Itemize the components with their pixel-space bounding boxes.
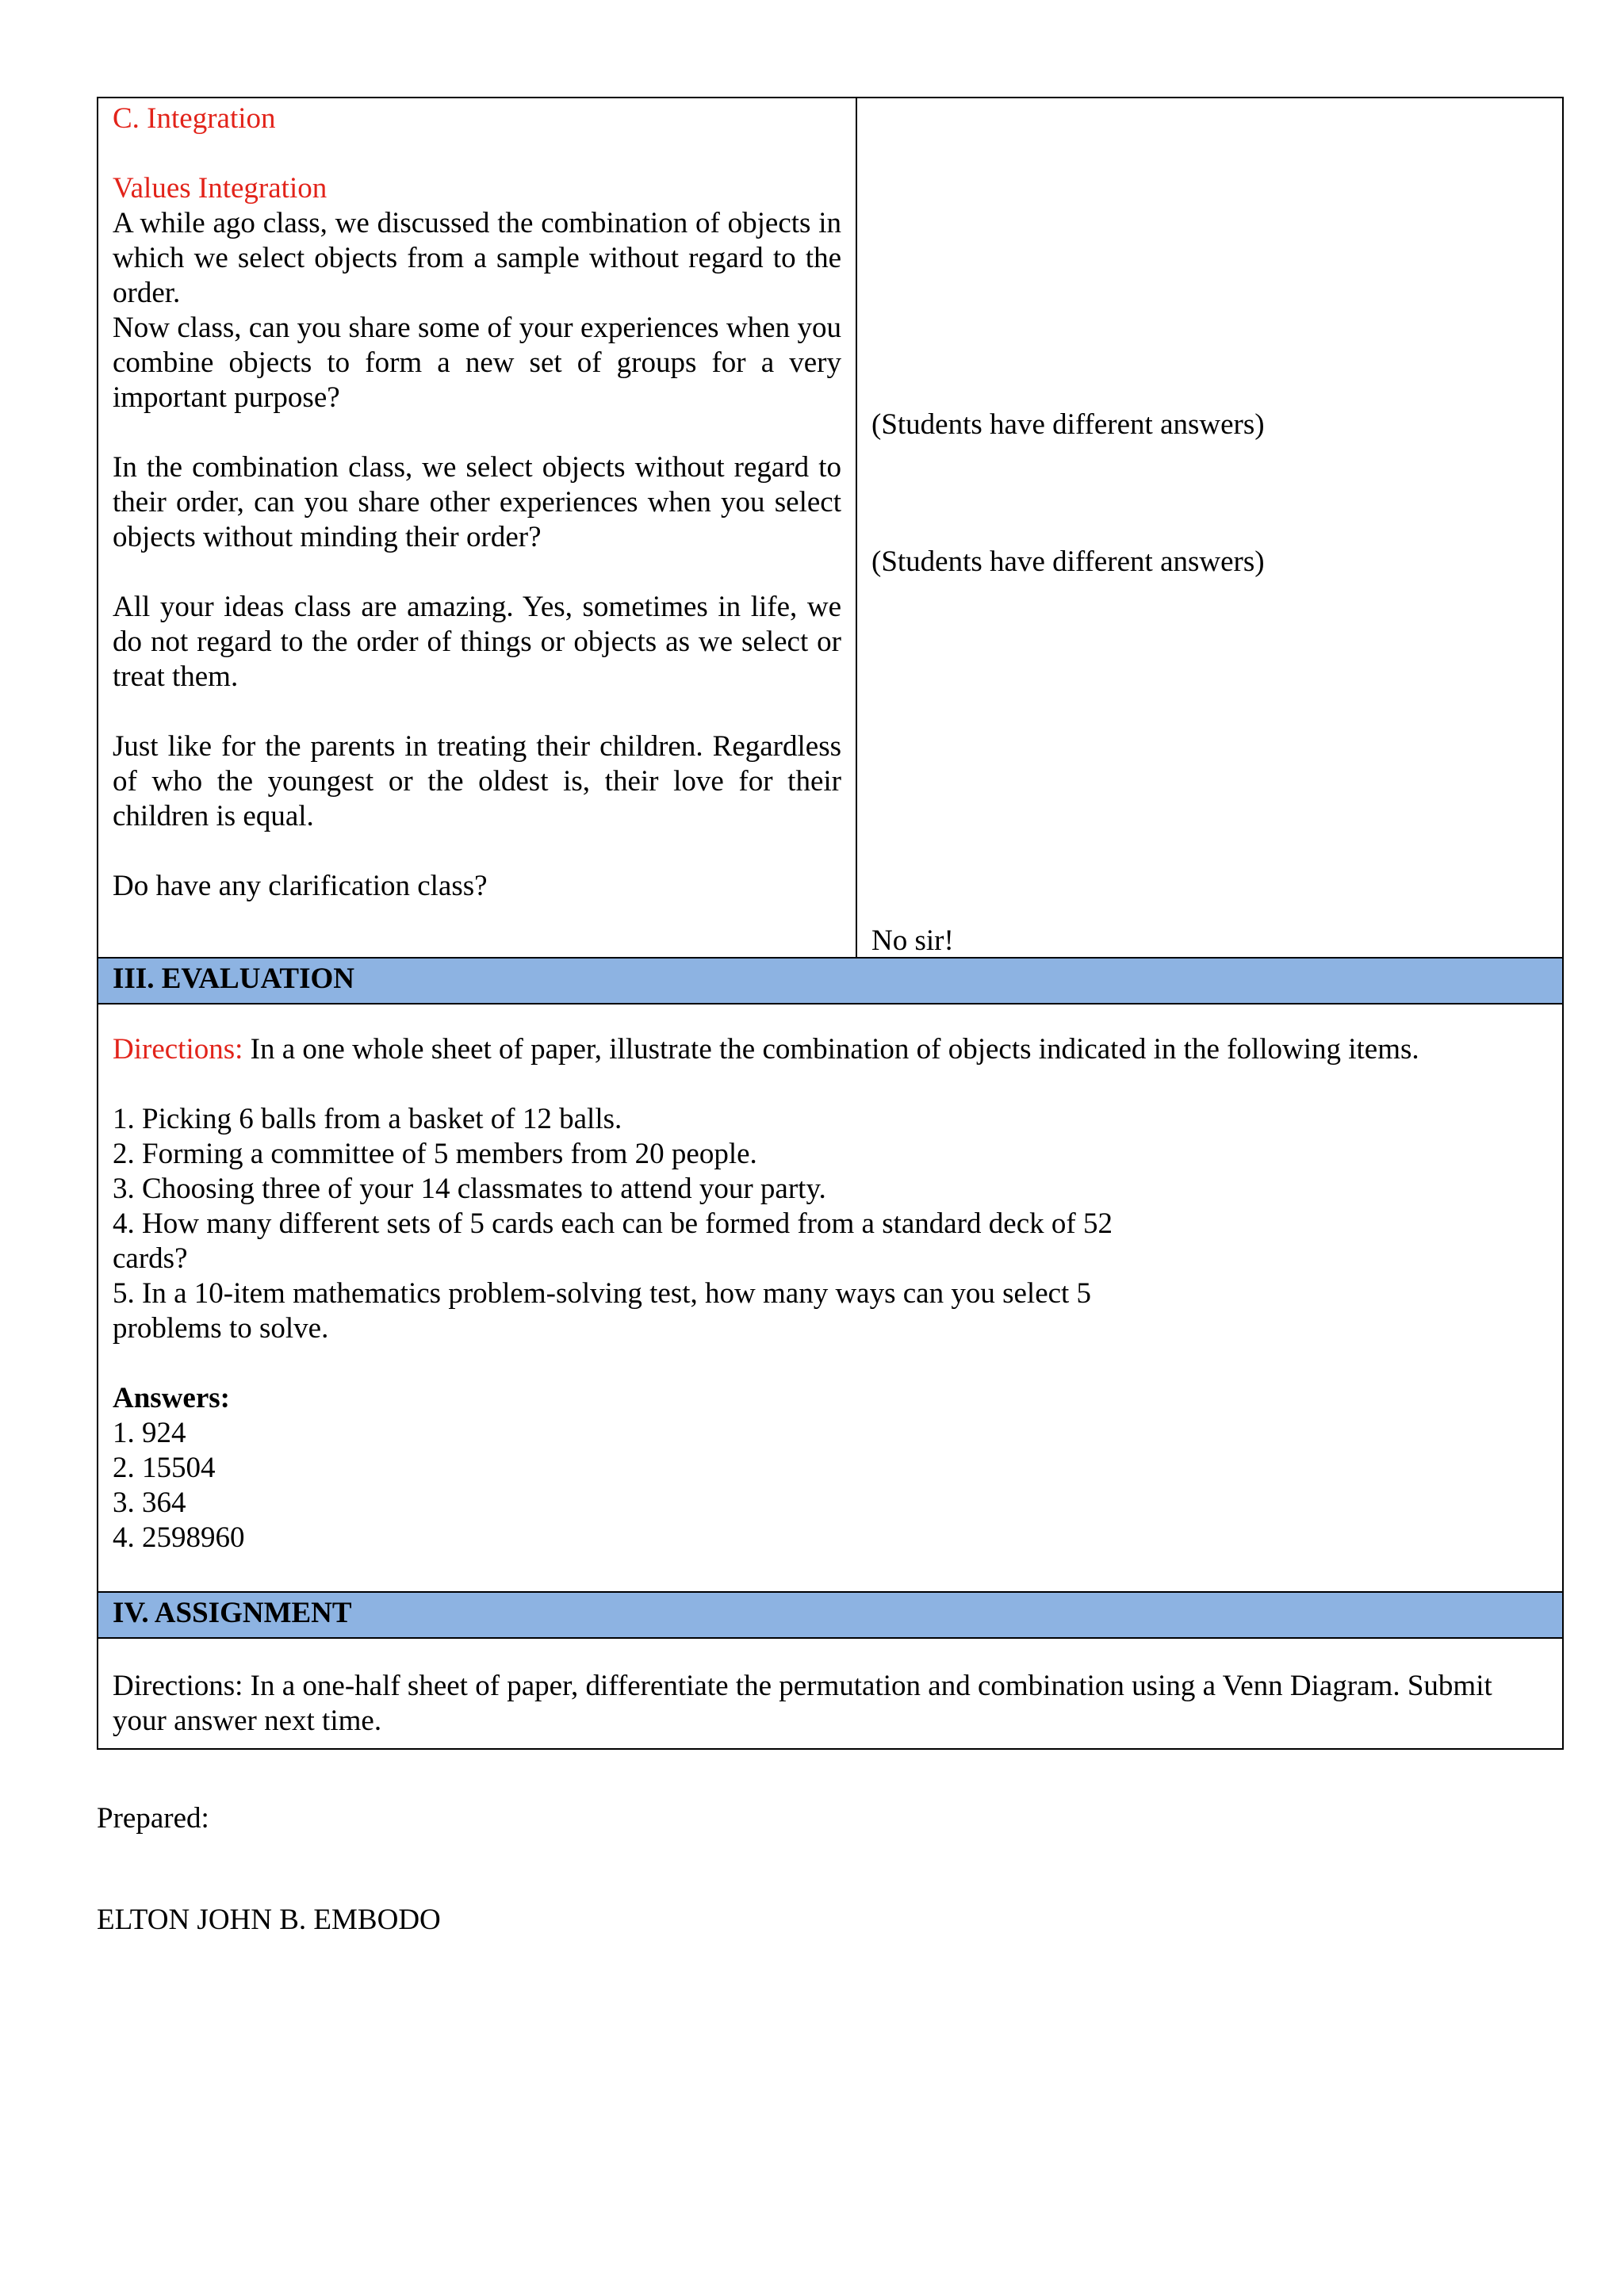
integration-heading: C. Integration (113, 102, 276, 135)
assignment-section-header: IV. ASSIGNMENT (98, 1591, 1562, 1639)
answers-label: Answers: (113, 1382, 230, 1414)
lesson-table (97, 97, 1564, 1750)
evaluation-item: 1. Picking 6 balls from a basket of 12 balls. (113, 1103, 622, 1135)
directions-label: Directions: (113, 1033, 243, 1066)
integration-paragraph: A while ago class, we discussed the combination of objects in which we select objects from a sample without regard to the order. (113, 207, 841, 309)
evaluation-section-header: III. EVALUATION (98, 957, 1562, 1004)
evaluation-item: 5. In a 10-item mathematics problem-solving test, how many ways can you select 5 (113, 1277, 1092, 1310)
evaluation-item: problems to solve. (113, 1312, 329, 1345)
evaluation-item: 2. Forming a committee of 5 members from 20 people. (113, 1138, 757, 1170)
student-response: (Students have different answers) (871, 545, 1265, 578)
integration-paragraph: In the combination class, we select objects without regard to their order, can you share other experiences when you select objects without minding their order? (113, 451, 841, 553)
prepared-label: Prepared: (97, 1802, 209, 1835)
evaluation-item: cards? (113, 1242, 188, 1275)
integration-student-cell (857, 98, 1562, 959)
preparer-name: ELTON JOHN B. EMBODO (97, 1904, 441, 1936)
integration-teacher-cell (98, 98, 857, 959)
values-integration-subheading: Values Integration (113, 172, 327, 205)
integration-paragraph: Just like for the parents in treating their children. Regardless of who the youngest or the oldest is, their love for their children is equal. (113, 730, 841, 832)
assignment-body (98, 1669, 1562, 1739)
directions-text: In a one whole sheet of paper, illustrate the combination of objects indicated in the following items. (243, 1033, 1419, 1066)
answer-item: 1. 924 (113, 1417, 186, 1449)
evaluation-directions (113, 1032, 1548, 1067)
assignment-directions: Directions: In a one-half sheet of paper, differentiate the permutation and combination using a Venn Diagram. Submit (113, 1670, 1492, 1702)
answer-item: 3. 364 (113, 1487, 186, 1519)
student-response: No sir! (871, 924, 954, 957)
integration-paragraph: Do have any clarification class? (113, 870, 488, 902)
student-response: (Students have different answers) (871, 408, 1265, 441)
integration-paragraph: Now class, can you share some of your experiences when you combine objects to form a new set of groups for a very important purpose? (113, 312, 841, 414)
evaluation-item: 4. How many different sets of 5 cards each can be formed from a standard deck of 52 (113, 1207, 1113, 1240)
integration-paragraph: All your ideas class are amazing. Yes, sometimes in life, we do not regard to the order of things or objects as we select or treat them. (113, 591, 841, 693)
assignment-directions: your answer next time. (113, 1705, 382, 1737)
answer-item: 2. 15504 (113, 1452, 216, 1484)
evaluation-item: 3. Choosing three of your 14 classmates to attend your party. (113, 1173, 826, 1205)
answer-item: 4. 2598960 (113, 1521, 245, 1554)
evaluation-body (98, 1032, 1562, 1556)
